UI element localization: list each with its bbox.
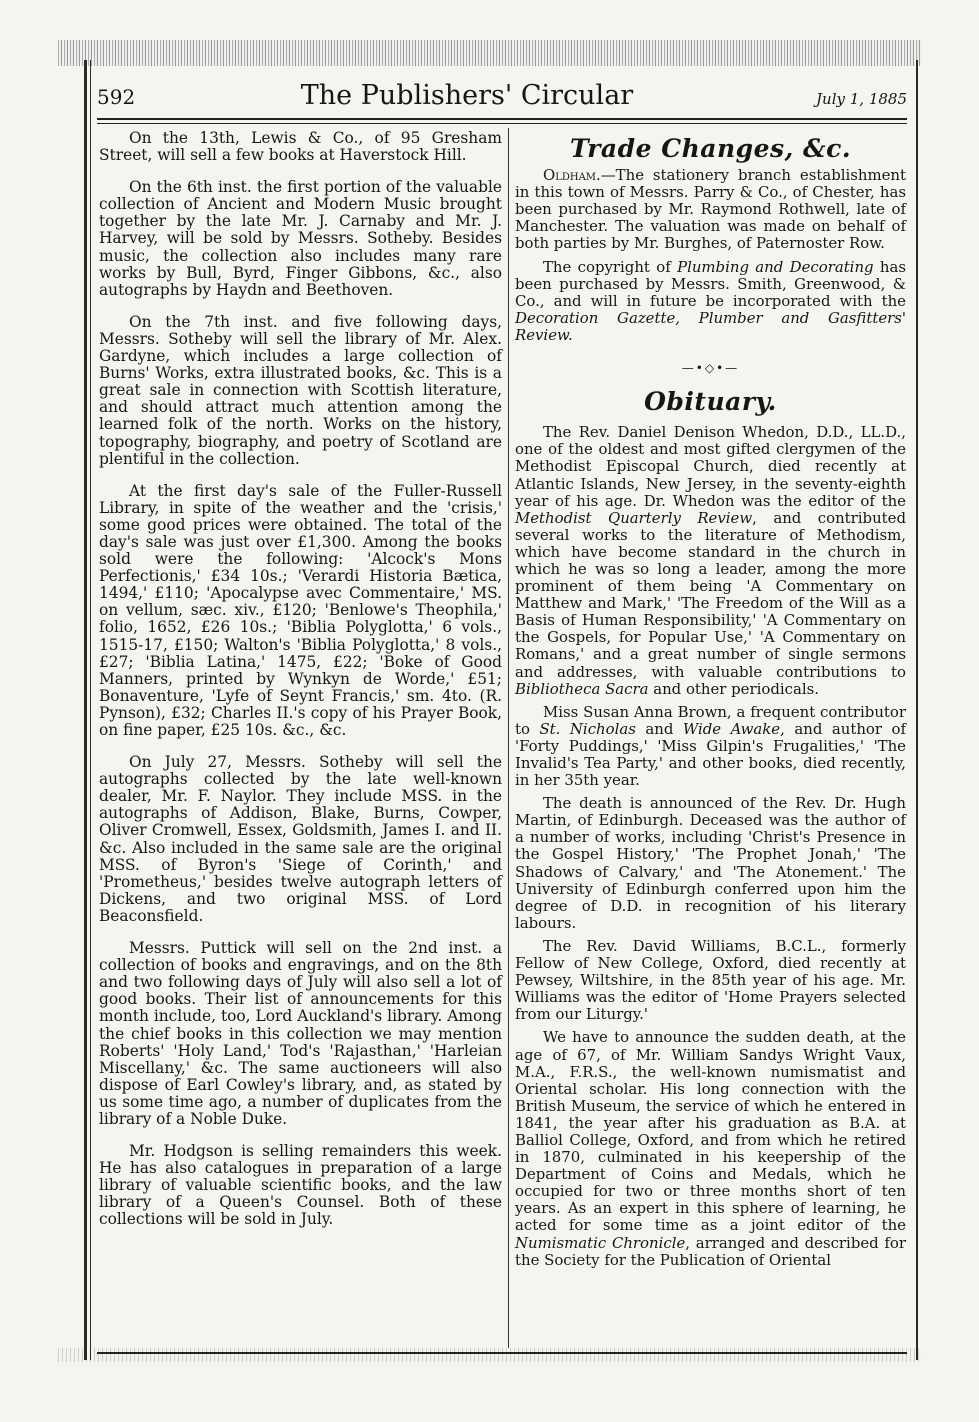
- paragraph-copyright: [515, 259, 906, 344]
- whedon-title-2: Bibliotheca Sacra: [515, 679, 649, 698]
- whedon-title: Methodist Quarterly Review: [515, 508, 753, 527]
- page-header: [97, 80, 907, 114]
- paragraph-music-collection: On the 6th inst. the first portion of the valuable collection of Ancient and Modern Music brought together by the late Mr. J. Carnaby and Mr. J. Harvey, will be sold by Messrs. Sotheby. Besides music, the collection also includes many rare works by Bull, Byrd, Finger Gibbons, &c., also autographs by Haydn and Beethoven.: [99, 178, 502, 299]
- paragraph-lewis-sale: On the 13th, Lewis & Co., of 95 Gresham Street, will sell a few books at Haverstock Hill.: [99, 129, 502, 165]
- scan-edge-bottom: [58, 1348, 922, 1362]
- whedon-text-1: The Rev. Daniel Denison Whedon, D.D., LL.D., one of the oldest and most gifted clergymen of the Methodist Episcopal Church, died recently at Atlantic Islands, New Jersey, in the seventy-eighth year of his age. Dr. Whedon was the editor of the: [515, 423, 906, 510]
- paragraph-gardyne-library: On the 7th inst. and five following days, Messrs. Sotheby will sell the library of Mr. Alex. Gardyne, which includes a large collection of Burns' Works, extra illustrated books, &c. This is a great sale in connection with Scottish literature, and should attract much attention among the learned folk of the north. Works on the history, topography, biography, and poetry of Scotland are plentiful in the collection.: [99, 312, 502, 468]
- page-frame-left: [84, 60, 87, 1360]
- trade-changes-heading: Trade Changes, &c.: [569, 134, 852, 163]
- copyright-title: Plumbing and Decorating: [677, 257, 874, 276]
- paragraph-naylor-autographs: On July 27, Messrs. Sotheby will sell the autographs collected by the late well-known dealer, Mr. F. Naylor. They include MSS. in the autographs of Addison, Blake, Burns, Cowper, Oliver Cromwell, Essex, Goldsmith, James I. and II. &c. Also included in the same sale are the original MSS. of Byron's 'Siege of Corinth,' and 'Prometheus,' besides twelve autograph letters of Dickens, and two original MSS. of Lord Beaconsfield.: [99, 753, 502, 925]
- column-divider: [508, 128, 509, 1348]
- paragraph-hodgson-remainders: Mr. Hodgson is selling remainders this week. He has also catalogues in preparation of a large library of valuable scientific books, and the law library of a Queen's Counsel. Both of these collections will be sold in July.: [99, 1142, 502, 1229]
- paragraph-oldham: [515, 167, 906, 252]
- whedon-text-3: and other periodicals.: [648, 679, 819, 698]
- paragraph-williams: The Rev. David Williams, B.C.L., formerly Fellow of New College, Oxford, died recently at Pewsey, Wiltshire, in the 85th year of his age. Mr. Williams was the editor of 'Home Prayers selected from our Liturgy.': [515, 936, 906, 1024]
- vaux-title: Numismatic Chronicle: [515, 1233, 686, 1252]
- paragraph-fuller-russell: At the first day's sale of the Fuller-Russell Library, in spite of the weather and the 'crisis,' some good prices were obtained. The total of the day's sale was just over £1,300. Among the books sold were the following: 'Alcock's Mons Perfectionis,' £34 10s.; 'Verardi Historia Bætica, 1494,' £110; 'Apocalypse avec Commentaire,' MS. on vellum, sæc. xiv., £120; 'Benlowe's Theophila,' folio, 1652, £26 10s.; 'Biblia Polyglotta,' 6 vols., 1515-17, £150; Walton's 'Biblia Polyglotta,' 8 vols., £27; 'Biblia Latina,' 1475, £22; 'Boke of Good Manners, printed by Wynkyn de Worde,' £51; Bonaventure, 'Lyfe of Seynt Francis,' sm. 4to. (R. Pynson), £32; Charles II.'s copy of his Prayer Book, on fine paper, £25 10s. &c., &c.: [99, 481, 502, 739]
- paragraph-brown: [515, 704, 906, 789]
- section-ornament: —•◇•—: [681, 361, 740, 376]
- paragraph-whedon: [515, 424, 906, 698]
- brown-text-1: Miss Susan Anna Brown, a frequent contributor to: [515, 702, 906, 738]
- page-frame-left-inner: [90, 60, 91, 1360]
- left-column: [99, 130, 502, 1244]
- paragraph-puttick-sale: Messrs. Puttick will sell on the 2nd inst. a collection of books and engravings, and on the 8th and two following days of July will also sell a lot of good books. Their list of announcements for this month include, too, Lord Auckland's library. Among the chief books in this collection we may mention Roberts' 'Holy Land,' Tod's 'Rajasthan,' 'Harleian Miscellany,' &c. The same auctioneers will also dispose of Earl Cowley's library, and, as stated by us some time ago, a number of duplicates from the library of a Noble Duke.: [99, 939, 502, 1128]
- paragraph-martin: The death is announced of the Rev. Dr. Hugh Martin, of Edinburgh. Deceased was the author of a number of works, including 'Christ's Presence in the Gospel History,' 'The Prophet Jonah,' 'The Shadows of Calvary,' and 'The Atonement.' The University of Edinburgh conferred upon him the degree of D.D. in recognition of his literary labours.: [515, 794, 906, 932]
- right-column: [515, 130, 906, 1275]
- copyright-title-2: Decoration Gazette, Plumber and Gasfitters' Review.: [515, 308, 906, 344]
- copyright-text-1: The copyright of: [543, 257, 678, 276]
- whedon-text-2: , and contributed several works to the literature of Methodism, which have become standard in the church in which he was so long a leader, among the more prominent of them being 'A Commentary on Matthew and Mark,' 'The Freedom of the Will as a Basis of Human Responsibility,' 'A Commentary on the Gospels, for Popular Use,' 'A Commentary on Romans,' and a great number of single sermons and addresses, with valuable contributions to: [515, 508, 906, 681]
- footer-rule: [97, 1352, 907, 1354]
- journal-title: The Publishers' Circular: [300, 80, 634, 111]
- copyright-text-2: has been purchased by Messrs. Smith, Greenwood, & Co., and will in future be incorporated with the: [515, 257, 907, 310]
- brown-text-2: and: [635, 719, 683, 738]
- oldham-text: —The stationery branch establishment in this town of Messrs. Parry & Co., of Chester, has been purchased by Mr. Raymond Rothwell, late of Manchester. The valuation was made on behalf of both parties by Mr. Burghes, of Paternoster Row.: [515, 166, 906, 253]
- issue-date: July 1, 1885: [816, 90, 907, 108]
- oldham-lead: Oldham.: [543, 166, 601, 185]
- obituary-heading: Obituary.: [644, 387, 777, 417]
- brown-text-3: , and author of 'Forty Puddings,' 'Miss Gilpin's Frugalities,' 'The Invalid's Tea Party,' and other books, died recently, in her 35th year.: [515, 719, 906, 790]
- vaux-text-1: We have to announce the sudden death, at the age of 67, of Mr. William Sandys Wright Vaux, M.A., F.R.S., the well-known numismatist and Oriental scholar. His long connection with the British Museum, the service of which he entered in 1841, the year after his graduation as B.A. at Balliol College, Oxford, and from which he retired in 1870, culminated in his keepership of the Department of Coins and Medals, which he occupied for two or three months short of ten years. As an expert in this sphere of learning, he acted for some time as a joint editor of the: [515, 1028, 906, 1235]
- brown-title: St. Nicholas: [539, 719, 636, 738]
- page-frame-right: [916, 60, 918, 1360]
- vaux-text-2: , arranged and described for the Society for the Publication of Oriental: [515, 1233, 906, 1269]
- page-number: 592: [97, 85, 136, 109]
- header-rule: [97, 118, 907, 120]
- paragraph-vaux: [515, 1029, 906, 1268]
- scan-edge-top: [58, 40, 922, 66]
- brown-title-2: Wide Awake: [682, 719, 781, 738]
- header-rule-thin: [97, 123, 907, 124]
